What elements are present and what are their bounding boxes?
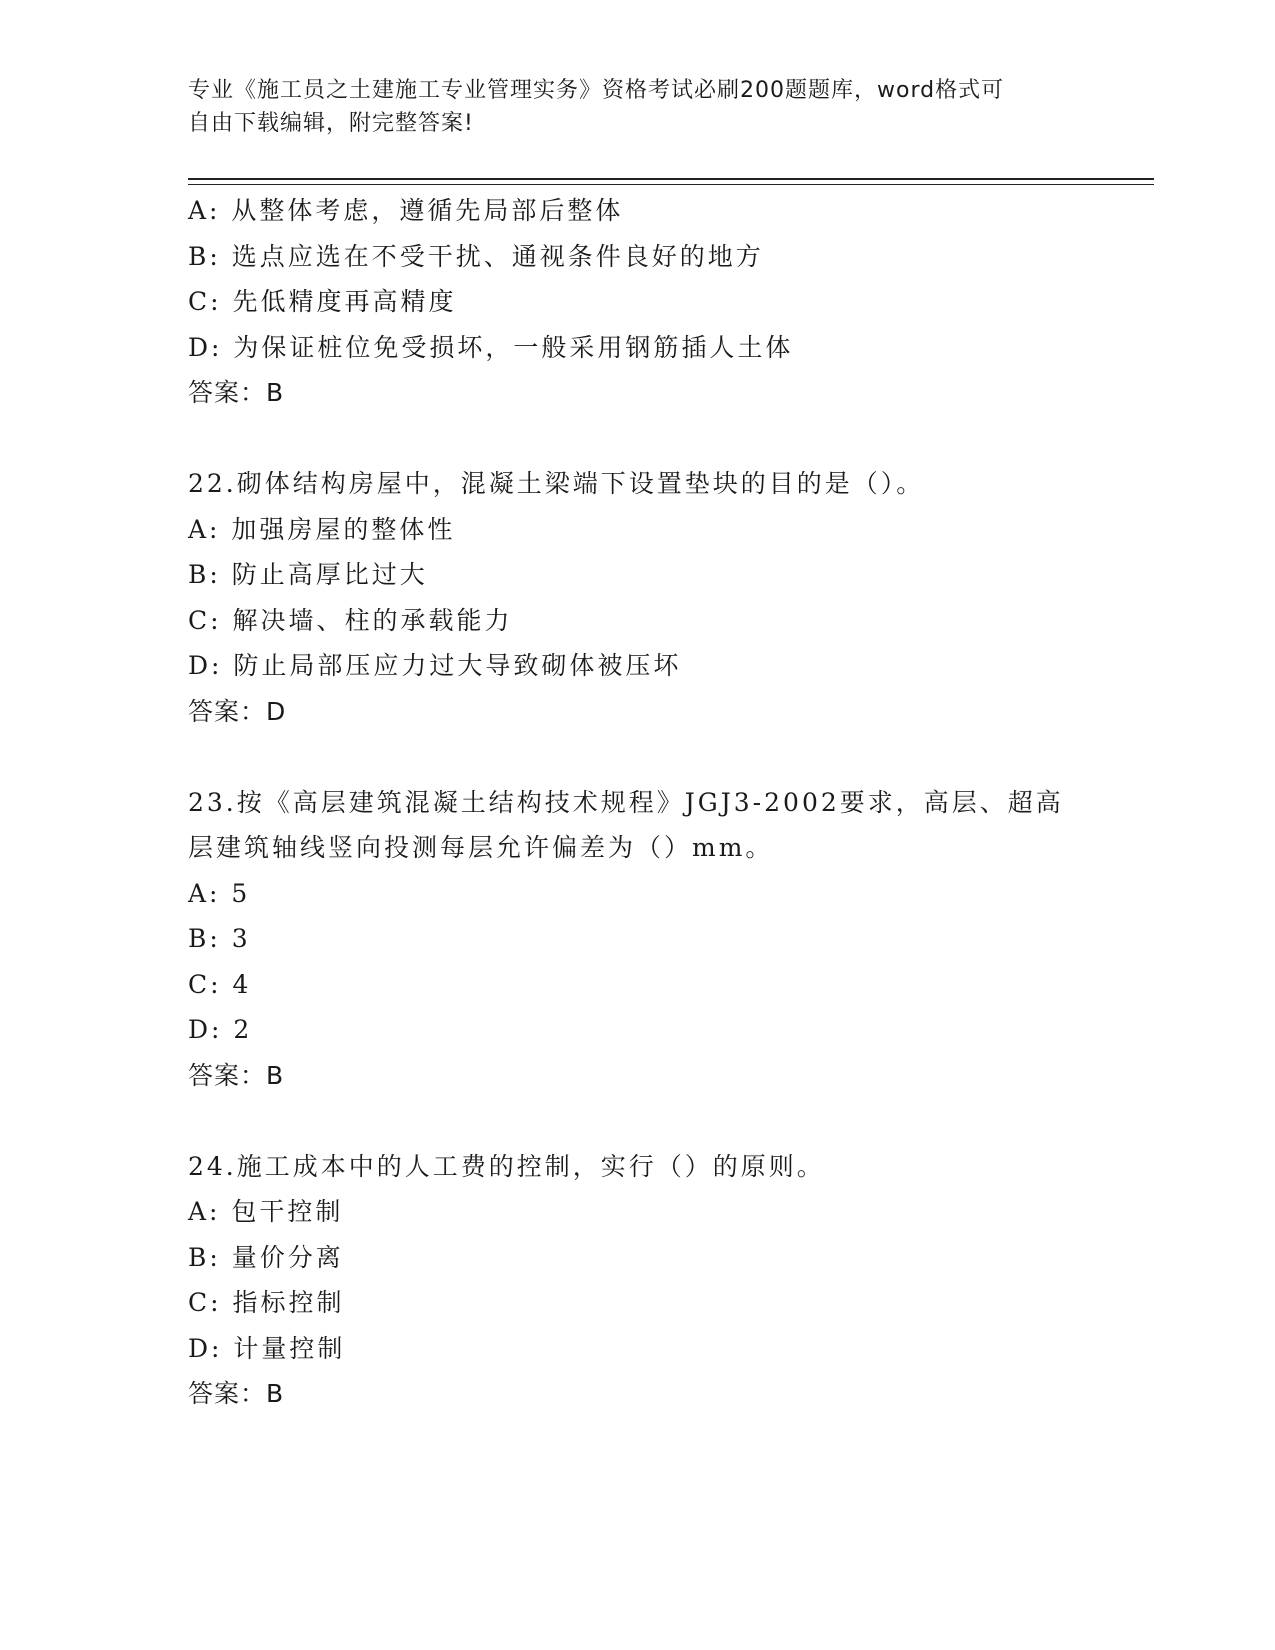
question-text-line-2: 层建筑轴线竖向投测每层允许偏差为（）mm。 <box>188 833 774 862</box>
question-text-line-1: 23.按《高层建筑混凝土结构技术规程》JGJ3-2002要求，高层、超高 <box>188 787 1064 817</box>
header-divider <box>188 178 1154 185</box>
answer: 答案：D <box>188 696 287 726</box>
option-b: B: 3 <box>188 924 251 953</box>
option-d: D: 为保证桩位免受损坏，一般采用钢筋插人土体 <box>188 332 794 362</box>
option-b: B: 防止高厚比过大 <box>188 560 428 589</box>
answer: 答案：B <box>188 1060 285 1090</box>
header-line-2: 自由下载编辑，附完整答案! <box>188 111 474 136</box>
option-c: C: 4 <box>188 969 252 999</box>
question-text: 24.施工成本中的人工费的控制，实行（）的原则。 <box>188 1151 825 1181</box>
answer: 答案：B <box>188 1379 285 1408</box>
question-block-24 <box>188 1144 1154 1417</box>
question-text: 22.砌体结构房屋中，混凝土梁端下设置垫块的目的是（）。 <box>188 469 925 498</box>
option-d: D: 2 <box>188 1015 253 1044</box>
option-a: A: 加强房屋的整体性 <box>188 514 456 544</box>
option-b: B: 选点应选在不受干扰、通视条件良好的地方 <box>188 241 764 271</box>
spacer <box>188 734 1154 780</box>
option-a: A: 从整体考虑，遵循先局部后整体 <box>188 196 624 225</box>
answer: 答案：B <box>188 378 285 407</box>
question-list <box>188 188 1154 1417</box>
spacer <box>188 416 1154 462</box>
option-a: A: 5 <box>188 878 251 908</box>
option-d: D: 防止局部压应力过大导致砌体被压坏 <box>188 651 682 680</box>
option-c: C: 指标控制 <box>188 1288 345 1317</box>
question-block-21 <box>188 188 1154 416</box>
spacer <box>188 1098 1154 1144</box>
header-line-1: 专业《施工员之土建施工专业管理实务》资格考试必刷200题题库，word格式可 <box>188 78 1005 103</box>
option-a: A: 包干控制 <box>188 1197 344 1226</box>
option-d: D: 计量控制 <box>188 1333 346 1363</box>
option-c: C: 先低精度再高精度 <box>188 287 457 316</box>
option-c: C: 解决墙、柱的承载能力 <box>188 605 513 635</box>
document-header <box>188 74 1088 140</box>
option-b: B: 量价分离 <box>188 1242 344 1272</box>
question-block-23 <box>188 780 1154 1099</box>
question-block-22 <box>188 461 1154 734</box>
